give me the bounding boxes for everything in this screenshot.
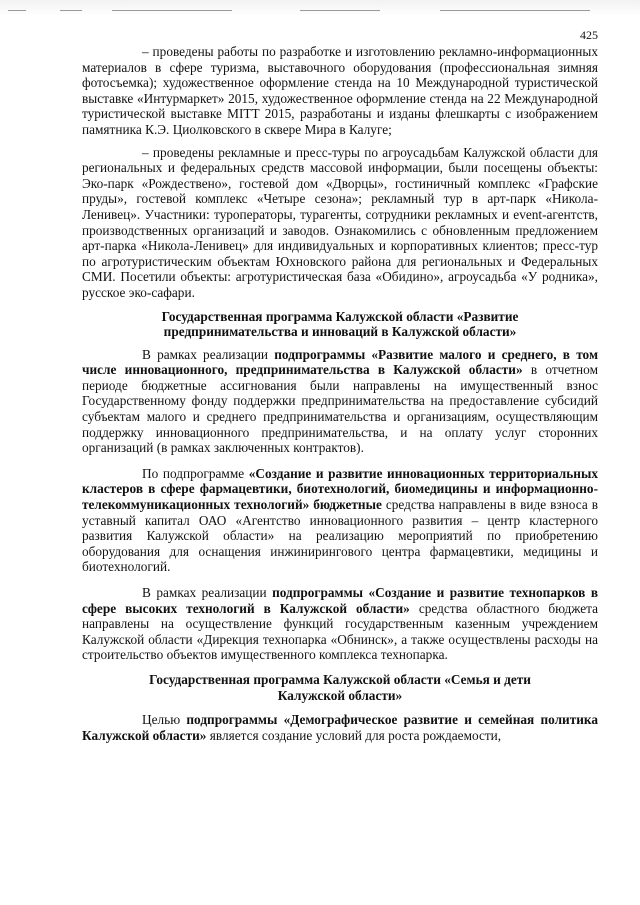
subprogram-title: подпрограммы «Демографическое развитие и семейная политика Калужской области»	[82, 712, 598, 743]
scan-artifact	[300, 10, 380, 11]
subprogram-title: подпрограммы «Создание и развитие технопарков в сфере высоких технологий в Калужской области»	[82, 585, 598, 616]
scan-artifact	[112, 10, 232, 11]
document-page	[82, 30, 598, 743]
paragraph-press-tours: – проведены рекламные и пресс-туры по агроусадьбам Калужской области для региональных и федеральных средств массовой информации, были посещены объекты: Эко-парк «Рождествено», гостевой дом «Дворцы», гостиничный комплекс «Графские пруды», гостевой комплекс «Четыре сезона»; рекламный тур в арт-парк «Никола-Ленивец». Участники: туроператоры, турагенты, сотрудники рекламных и event-агентств, производственных организаций и заводов. Ознакомились с обновленным предложением арт-парка «Никола-Ленивец» для индивидуальных и корпоративных клиентов; пресс-тур по агротуристическим объектам Юхновского района для региональных и Федеральных СМИ. Посетили объекты: агротуристическая база «Обидино», агроусадьба «У родника», русское эко-сафари.	[82, 144, 598, 300]
paragraph-text: В рамках реализации	[142, 346, 275, 362]
section-heading-family: Государственная программа Калужской области «Семья и дети Калужской области»	[149, 671, 531, 703]
paragraph-text: в отчетном периоде бюджетные ассигнования были направлены на имущественный взнос Государственному фонду поддержки предпринимательства на предоставление субсидий субъектам малого и среднего предпринимательства и организациям, осуществляющим поддержку инновационного предпринимательства, и на оплату услуг сторонних организаций (в рамках заключенных контрактов).	[82, 362, 598, 456]
paragraph-text: является создание условий для роста рождаемости,	[206, 727, 502, 743]
paragraph-promo-materials: – проведены работы по разработке и изготовлению рекламно-информационных материалов в сфере туризма, выставочного оборудования (профессиональная зимняя фотосъемка); художественное оформление стенда на 10 Международной туристической выставке «Интурмаркет» 2015, художественное оформление стенда на 22 Международной туристической выставке MITT 2015, разработаны и изданы флешкарты с изображением памятника К.Э. Циолковского в сквере Мира в Калуге;	[82, 44, 598, 137]
scan-artifact	[60, 10, 82, 11]
page-number: 425	[580, 28, 598, 42]
subprogram-title: «Создание и развитие инновационных территориальных кластеров в сфере фармацевтики, биотехнологий, биомедицины и информационно-телекоммуникационных технологий» бюджетные	[82, 465, 598, 513]
scan-artifact	[8, 10, 26, 11]
subprogram-title: подпрограммы «Развитие малого и среднего, в том числе инновационного, предпринимательства в Калужской области»	[82, 346, 598, 378]
paragraph-technoparks	[82, 585, 598, 663]
paragraph-clusters	[82, 466, 598, 575]
paragraph-small-business	[82, 347, 598, 456]
paragraph-text: средства направлены в виде взноса в уставный капитал ОАО «Агентство инновационного развития – центр кластерного развития Калужской области» на реализацию мероприятий по приобретению оборудования для оснащения инжинирингового центра фармацевтики, медицины и биотехнологий.	[82, 497, 598, 575]
paragraph-text: По подпрограмме	[142, 465, 249, 481]
scan-artifact	[440, 10, 590, 11]
paragraph-text: В рамках реализации	[142, 585, 273, 600]
paragraph-text: средства областного бюджета направлены на осуществление функций государственным казенным учреждением Калужской области «Дирекция технопарка «Обнинск», а также осуществлены расходы на строительство объектов имущественного комплекса технопарка.	[82, 600, 598, 663]
scan-top-shadow	[0, 0, 640, 16]
paragraph-demography	[82, 712, 598, 743]
paragraph-text: Целью	[142, 712, 187, 728]
section-heading-entrepreneurship: Государственная программа Калужской области «Развитие предпринимательства и инноваций в Калужской области»	[161, 308, 519, 340]
